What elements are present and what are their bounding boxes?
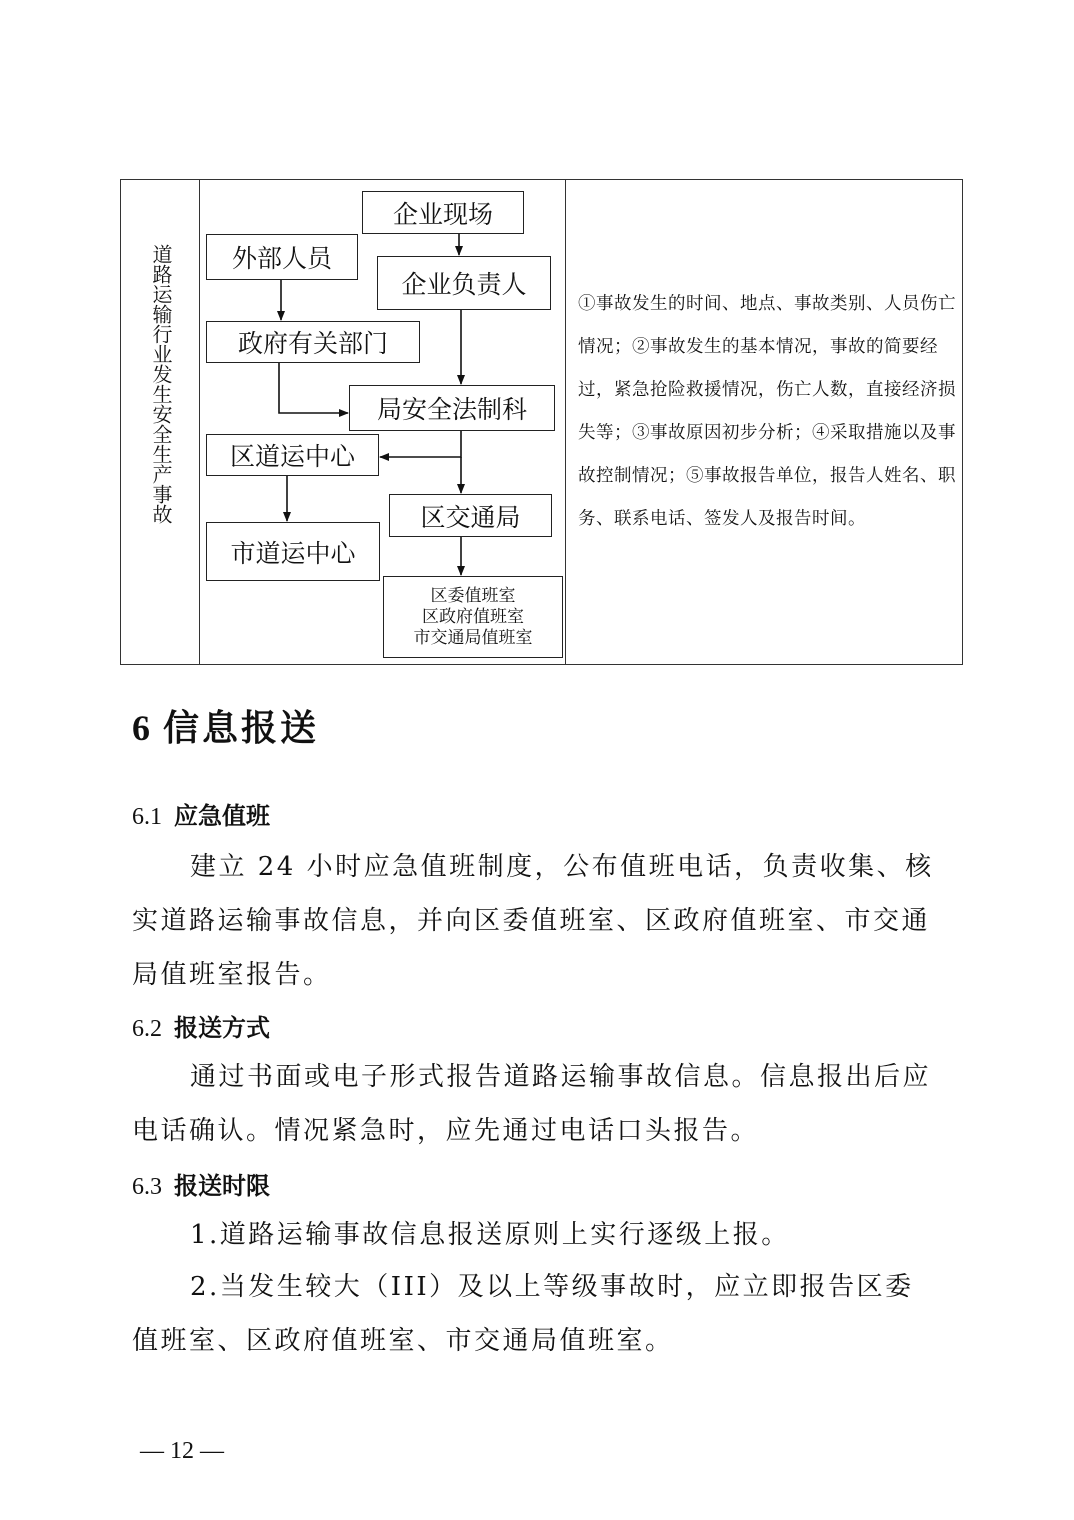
section-number: 6 <box>132 708 153 748</box>
paragraph-text: 1.道路运输事故信息报送原则上实行逐级上报。 <box>190 1220 790 1250</box>
arrow-gov-to-bureau <box>279 363 348 413</box>
subsection-number: 6.2 <box>132 1016 162 1042</box>
subsection-number: 6.3 <box>132 1174 162 1200</box>
flow-box-enterprise-head: 企业负责人 <box>377 256 551 310</box>
subsection-title: 应急值班 <box>174 802 270 830</box>
flow-box-gov-departments: 政府有关部门 <box>206 321 420 363</box>
duty-room-item: 区委值班室 <box>430 585 516 606</box>
subsection-heading <box>132 1008 270 1043</box>
paragraph-text: 建立 24 小时应急值班制度，公布值班电话，负责收集、核实道路运输事故信息，并向区委值班室、区政府值班室、市交通局值班室报告。 <box>132 852 934 990</box>
duty-room-item: 区政府值班室 <box>422 606 524 627</box>
subsection-heading <box>132 1166 270 1201</box>
subsection-heading <box>132 796 270 831</box>
flow-box-district-transport-center: 区道运中心 <box>206 434 379 476</box>
flow-box-external-personnel: 外部人员 <box>206 234 358 280</box>
paragraph <box>132 1050 942 1158</box>
report-content-text: ①事故发生的时间、地点、事故类别、人员伤亡情况；②事故发生的基本情况，事故的简要经过，紧急抢险救援情况，伤亡人数，直接经济损失等；③事故原因初步分析；④采取措施以及事故控制情况；⑤事故报告单位，报告人姓名、职务、联系电话、签发人及报告时间。 <box>578 294 956 529</box>
duty-room-item: 市交通局值班室 <box>413 627 533 648</box>
page-number: — 12 — <box>140 1438 224 1464</box>
flow-box-bureau-safety-law: 局安全法制科 <box>349 385 555 431</box>
paragraph-text: 通过书面或电子形式报告道路运输事故信息。信息报出后应电话确认。情况紧急时，应先通过电话口头报告。 <box>132 1062 932 1146</box>
table-row-label: 道路运输行业发生安全生产事故 <box>149 244 173 524</box>
flow-box-district-transport-bureau: 区交通局 <box>389 494 552 537</box>
subsection-title: 报送时限 <box>174 1172 270 1200</box>
paragraph-text: 2.当发生较大（III）及以上等级事故时，应立即报告区委值班室、区政府值班室、市交通局值班室。 <box>132 1272 914 1356</box>
section-title: 信息报送 <box>163 708 320 749</box>
paragraph <box>132 1208 942 1262</box>
arrow-bureau-to-district-center <box>380 431 461 457</box>
subsection-number: 6.1 <box>132 804 162 830</box>
paragraph <box>132 840 942 1002</box>
subsection-title: 报送方式 <box>174 1014 270 1042</box>
flow-box-city-transport-center: 市道运中心 <box>206 522 380 581</box>
paragraph <box>132 1260 942 1368</box>
section-heading <box>132 700 319 751</box>
flow-box-enterprise-site: 企业现场 <box>362 191 524 234</box>
